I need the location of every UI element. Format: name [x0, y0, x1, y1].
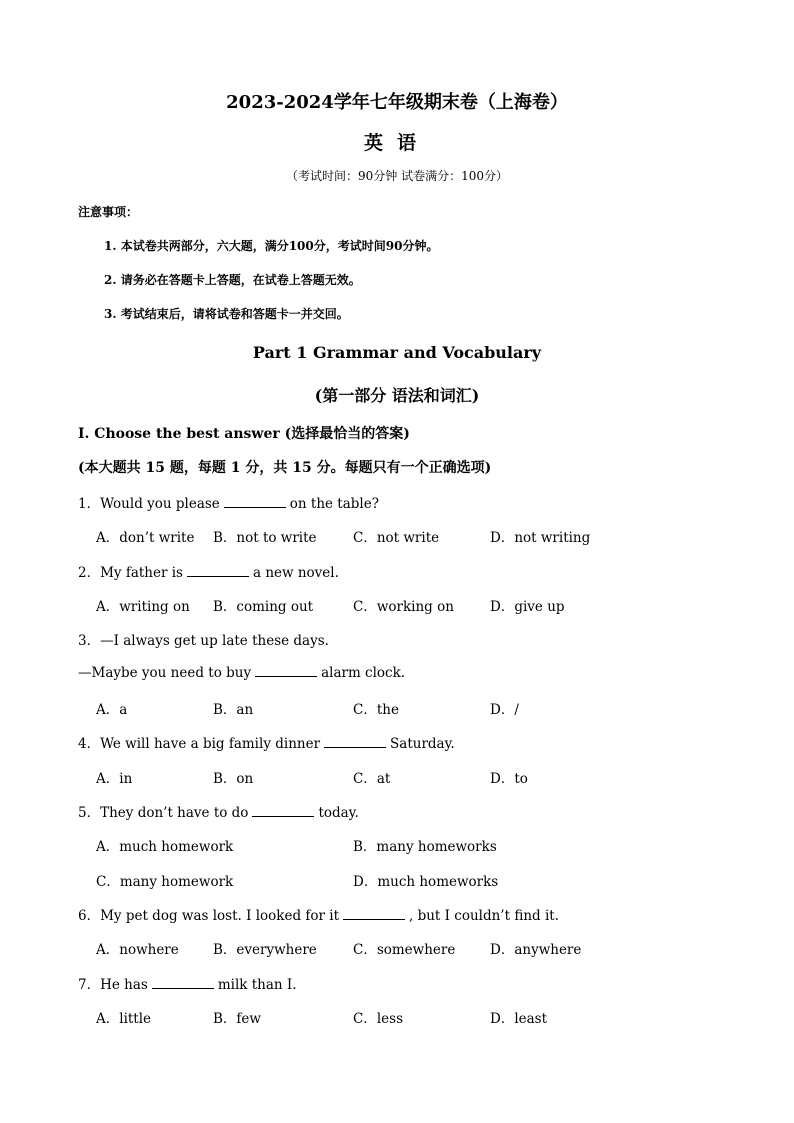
- section-title: I. Choose the best answer (选择最恰当的答案): [78, 426, 410, 442]
- question-text: on the table?: [289, 496, 379, 512]
- option-b: B．coming out: [213, 599, 314, 615]
- answer-blank: [187, 564, 249, 577]
- option-c: C．somewhere: [353, 942, 456, 958]
- question-3-reply: [78, 664, 405, 681]
- exam-title: 2023-2024学年七年级期末卷（上海卷）: [226, 92, 568, 113]
- question-text: My pet dog was lost. I looked for it: [100, 908, 340, 924]
- question-text: He has: [100, 977, 148, 993]
- subject-title: 英语: [363, 132, 430, 154]
- option-c: C．working on: [353, 599, 454, 615]
- option-c: C．not write: [353, 530, 440, 546]
- option-b: B．an: [213, 702, 254, 718]
- question-1: [78, 492, 379, 512]
- question-6: [78, 904, 559, 924]
- question-text: They don’t have to do: [100, 805, 249, 821]
- question-text: milk than I.: [217, 977, 297, 993]
- notice-item: 1. 本试卷共两部分，六大题，满分100分，考试时间90分钟。: [104, 239, 439, 253]
- option-a: A．a: [96, 702, 128, 718]
- question-number: 6．: [78, 908, 101, 924]
- notice-item: 2. 请务必在答题卡上答题，在试卷上答题无效。: [104, 273, 361, 287]
- question-text: a new novel.: [252, 565, 339, 581]
- option-c: C．the: [353, 702, 399, 718]
- answer-blank: [224, 495, 286, 508]
- question-number: 4．: [78, 736, 101, 752]
- question-number: 7．: [78, 977, 101, 993]
- option-a: A．in: [96, 771, 133, 787]
- option-a: A．writing on: [96, 599, 190, 615]
- question-4: [78, 732, 455, 752]
- question-text: today.: [318, 805, 359, 821]
- option-d: D．give up: [490, 599, 565, 615]
- question-text: —I always get up late these days.: [100, 633, 329, 649]
- answer-blank: [343, 907, 405, 920]
- question-text: My father is: [100, 565, 183, 581]
- option-d: D．to: [490, 771, 528, 787]
- option-d: D．not writing: [490, 530, 591, 546]
- question-text: We will have a big family dinner: [100, 736, 321, 752]
- question-5: [78, 801, 359, 821]
- part-subtitle: (第一部分 语法和词汇): [314, 386, 480, 405]
- option-a: A．much homework: [96, 839, 234, 855]
- question-number: 5．: [78, 805, 101, 821]
- answer-blank: [252, 804, 314, 817]
- question-text: —Maybe you need to buy: [78, 665, 252, 681]
- answer-blank: [324, 735, 386, 748]
- option-d: D．least: [490, 1011, 548, 1027]
- option-c: C．less: [353, 1011, 403, 1027]
- option-d: D．anywhere: [490, 942, 582, 958]
- notice-label: 注意事项：: [78, 205, 139, 219]
- option-b: B．few: [213, 1011, 261, 1027]
- option-b: B．not to write: [213, 530, 317, 546]
- exam-info: （考试时间：90分钟 试卷满分：100分）: [286, 169, 508, 183]
- question-2: [78, 561, 339, 581]
- option-a: A．little: [96, 1011, 152, 1027]
- notice-item: 3. 考试结束后，请将试卷和答题卡一并交回。: [104, 307, 349, 321]
- question-number: 3．: [78, 633, 101, 649]
- question-text: Saturday.: [390, 736, 455, 752]
- option-d: D．much homeworks: [353, 874, 499, 890]
- option-d: D．/: [490, 702, 519, 718]
- question-text: alarm clock.: [321, 665, 406, 681]
- option-b: B．everywhere: [213, 942, 317, 958]
- option-a: A．nowhere: [96, 942, 179, 958]
- option-c: C．at: [353, 771, 391, 787]
- option-c: C．many homework: [96, 874, 234, 890]
- part-title: Part 1 Grammar and Vocabulary: [252, 343, 542, 362]
- question-7: [78, 973, 297, 993]
- question-number: 1．: [78, 496, 101, 512]
- question-text: Would you please: [100, 496, 220, 512]
- section-note: (本大题共 15 题，每题 1 分，共 15 分。每题只有一个正确选项): [78, 460, 492, 476]
- question-number: 2．: [78, 565, 101, 581]
- question-3: [78, 629, 329, 649]
- option-b: B．on: [213, 771, 254, 787]
- answer-blank: [152, 976, 214, 989]
- answer-blank: [255, 664, 317, 677]
- question-text: , but I couldn’t find it.: [409, 908, 559, 924]
- option-a: A．don’t write: [96, 530, 195, 546]
- option-b: B．many homeworks: [353, 839, 497, 855]
